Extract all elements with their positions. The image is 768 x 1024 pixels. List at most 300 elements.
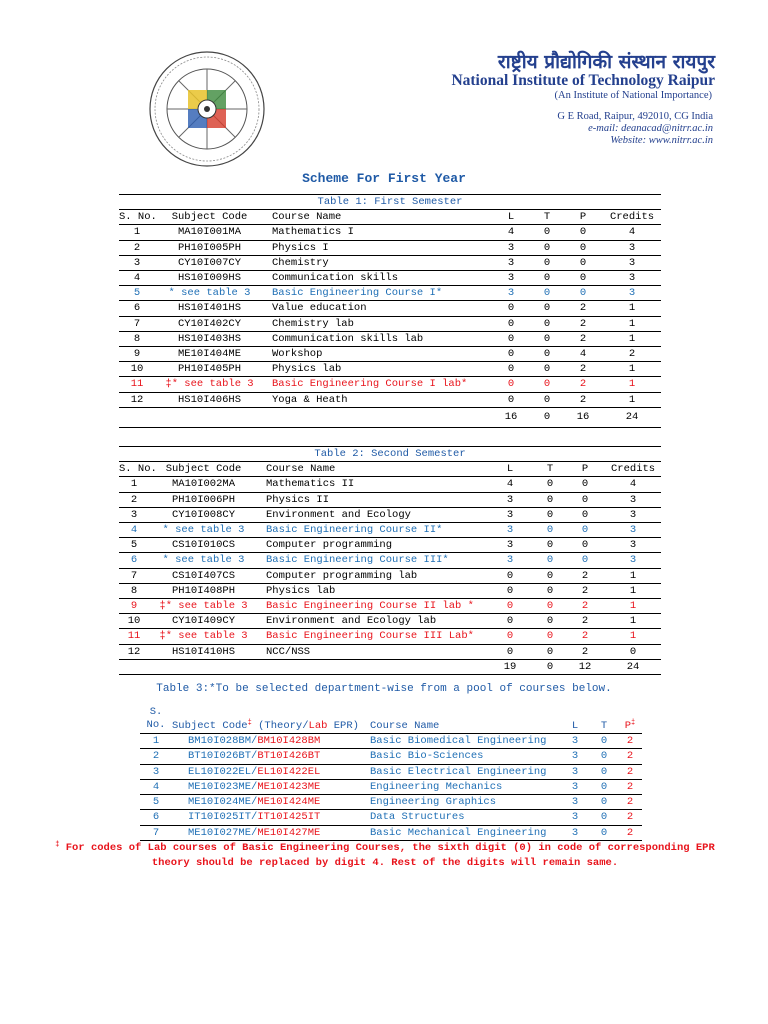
table-row	[140, 795, 642, 810]
table-row	[119, 568, 661, 583]
table-cell: 0	[485, 629, 535, 644]
table-cell: 2	[119, 492, 149, 507]
table-cell: Basic Electrical Engineering	[370, 764, 560, 779]
table-cell: Basic Engineering Course II*	[258, 523, 485, 538]
table-cell: 0	[491, 362, 531, 377]
table-cell: 3	[560, 764, 590, 779]
table-cell: 12	[119, 644, 149, 659]
table-cell: 0	[535, 477, 565, 492]
table-cell: 4	[605, 477, 661, 492]
theory-code: EL10I022EL/	[188, 765, 258, 778]
table-cell: 1	[119, 477, 149, 492]
table-cell: 9	[119, 599, 149, 614]
second-semester-table	[119, 446, 661, 675]
table-cell: Communication skills	[264, 271, 491, 286]
table-cell: 0	[565, 553, 605, 568]
table-cell: 24	[605, 659, 661, 674]
table-cell: 2	[563, 362, 603, 377]
table-cell: 8	[119, 583, 149, 598]
table-cell: 2	[618, 749, 642, 764]
column-header: Subject Code	[149, 462, 258, 477]
table-cell: Value education	[264, 301, 491, 316]
table-cell: ‡* see table 3	[149, 629, 258, 644]
table-cell: HS10I401HS	[155, 301, 264, 316]
table-cell: 2	[565, 644, 605, 659]
table-cell: CS10I407CS	[149, 568, 258, 583]
table-cell: 3	[560, 810, 590, 825]
column-header-sno	[140, 705, 172, 734]
column-header: T	[590, 705, 618, 734]
lab-code: BM10I428BM	[257, 735, 321, 747]
table-row	[119, 316, 661, 331]
table-row	[119, 225, 661, 240]
table-cell: Computer programming lab	[258, 568, 485, 583]
table-cell: 0	[590, 749, 618, 764]
table-row	[119, 538, 661, 553]
table-cell: 0	[531, 347, 563, 362]
column-header-code	[172, 705, 370, 734]
table-cell: Basic Biomedical Engineering	[370, 734, 560, 749]
table-cell: 3	[485, 523, 535, 538]
theory-code: ME10I024ME/	[188, 796, 258, 809]
table-cell: 3	[603, 255, 661, 270]
table-cell: Environment and Ecology lab	[258, 614, 485, 629]
table-cell: 3	[491, 255, 531, 270]
table-cell: MA10I001MA	[155, 225, 264, 240]
table-cell: 0	[531, 225, 563, 240]
table-cell: 2	[563, 301, 603, 316]
website[interactable]: Website: www.nitrr.ac.in	[610, 135, 713, 146]
table-cell: 4	[563, 347, 603, 362]
table-cell: 0	[535, 507, 565, 522]
column-header: Subject Code	[155, 210, 264, 225]
institute-name: National Institute of Technology Raipur	[451, 72, 715, 89]
table-cell: 3	[603, 271, 661, 286]
table-cell: 1	[603, 362, 661, 377]
table-cell: 0	[535, 599, 565, 614]
empty-cell	[119, 659, 485, 674]
table-cell: 2	[563, 316, 603, 331]
table-cell: 0	[491, 347, 531, 362]
table-cell: 3	[605, 523, 661, 538]
table-cell: Physics II	[258, 492, 485, 507]
lab-code: ME10I424ME	[257, 796, 321, 809]
table-cell: 0	[491, 316, 531, 331]
totals-row	[119, 659, 661, 674]
table-cell: HS10I403HS	[155, 331, 264, 346]
table-cell: 12	[565, 659, 605, 674]
table-cell: 4	[485, 477, 535, 492]
table-cell: Basic Engineering Course II lab *	[258, 599, 485, 614]
table-cell: 0	[485, 583, 535, 598]
column-header: Credits	[603, 210, 661, 225]
table-cell: 5	[140, 795, 172, 810]
table-cell: 3	[491, 271, 531, 286]
table-cell: Communication skills lab	[264, 331, 491, 346]
table-cell: 0	[531, 240, 563, 255]
table-cell: 0	[565, 507, 605, 522]
column-header: L	[485, 462, 535, 477]
column-header: Credits	[605, 462, 661, 477]
subject-code-cell	[172, 825, 370, 840]
table-cell: 1	[605, 568, 661, 583]
theory-code: BT10I026BT/	[188, 750, 258, 763]
table-cell: 0	[531, 407, 563, 427]
table-cell: 0	[590, 779, 618, 794]
table-cell: 7	[119, 316, 155, 331]
table-cell: CS10I010CS	[149, 538, 258, 553]
table-cell: * see table 3	[155, 286, 264, 301]
table-cell: 0	[565, 477, 605, 492]
email[interactable]: e-mail: deanacad@nitrr.ac.in	[588, 123, 713, 134]
column-header: Course Name	[258, 462, 485, 477]
subject-code-cell	[172, 795, 370, 810]
table-cell: 16	[491, 407, 531, 427]
table-row	[119, 507, 661, 522]
table-cell: 0	[535, 568, 565, 583]
table-cell: 11	[119, 377, 155, 392]
table-row	[140, 810, 642, 825]
table-cell: 3	[605, 553, 661, 568]
table-cell: Data Structures	[370, 810, 560, 825]
table-cell: 2	[119, 240, 155, 255]
table-cell: 0	[563, 271, 603, 286]
table-cell: 7	[119, 568, 149, 583]
table-cell: 0	[491, 331, 531, 346]
footnote-line: For codes of Lab courses of Basic Engineering Courses, the sixth digit (0) in code of corresponding EPR	[59, 842, 715, 854]
subject-code-cell	[172, 810, 370, 825]
table-cell: 0	[531, 331, 563, 346]
table-cell: 24	[603, 407, 661, 427]
table-cell: 0	[485, 614, 535, 629]
table-cell: 3	[491, 240, 531, 255]
table-cell: CY10I402CY	[155, 316, 264, 331]
table-cell: 9	[119, 347, 155, 362]
table-row	[119, 271, 661, 286]
subject-code-cell	[172, 734, 370, 749]
table-cell: 0	[531, 392, 563, 407]
column-header: Course Name	[370, 705, 560, 734]
table-cell: 2	[563, 392, 603, 407]
table-cell: 10	[119, 362, 155, 377]
table-cell: Physics I	[264, 240, 491, 255]
table-row	[140, 825, 642, 840]
table-cell: 0	[590, 764, 618, 779]
table-cell: 1	[603, 301, 661, 316]
table-cell: 1	[119, 225, 155, 240]
table-caption: Table 2: Second Semester	[119, 447, 661, 462]
table-cell: 2	[565, 614, 605, 629]
table-cell: 0	[535, 492, 565, 507]
column-header: L	[491, 210, 531, 225]
table-cell: 3	[485, 538, 535, 553]
table-cell: 0	[565, 523, 605, 538]
table-cell: 2	[618, 825, 642, 840]
column-header: T	[531, 210, 563, 225]
table-cell: 2	[565, 583, 605, 598]
table-cell: 0	[565, 492, 605, 507]
table-cell: 3	[485, 507, 535, 522]
table-cell: 1	[605, 599, 661, 614]
table-cell: 3	[560, 749, 590, 764]
table-cell: Chemistry	[264, 255, 491, 270]
address: G E Road, Raipur, 492010, CG India	[557, 111, 713, 122]
table-cell: 1	[603, 331, 661, 346]
table-cell: 4	[491, 225, 531, 240]
table-cell: 0	[491, 377, 531, 392]
table-cell: 3	[603, 240, 661, 255]
table-cell: Basic Engineering Course III*	[258, 553, 485, 568]
page-title: Scheme For First Year	[302, 171, 466, 186]
table-cell: 0	[531, 286, 563, 301]
table-cell: 1	[603, 377, 661, 392]
table-cell: 4	[140, 779, 172, 794]
table-cell: 0	[531, 377, 563, 392]
table-cell: 3	[491, 286, 531, 301]
table-row	[119, 301, 661, 316]
column-header: Course Name	[264, 210, 491, 225]
footnote	[40, 841, 730, 871]
table-cell: 0	[531, 271, 563, 286]
table-cell: 0	[563, 255, 603, 270]
table-cell: 0	[590, 734, 618, 749]
table-cell: 0	[531, 316, 563, 331]
table-cell: 2	[563, 331, 603, 346]
table-cell: Basic Engineering Course I*	[264, 286, 491, 301]
table-cell: ‡* see table 3	[155, 377, 264, 392]
table-cell: 3	[140, 764, 172, 779]
table-cell: NCC/NSS	[258, 644, 485, 659]
table-cell: 3	[485, 553, 535, 568]
table-cell: CY10I409CY	[149, 614, 258, 629]
table-cell: 2	[618, 795, 642, 810]
table-cell: 3	[560, 734, 590, 749]
header-text: S.	[149, 706, 163, 718]
header-text: No.	[146, 719, 166, 731]
table-cell: Chemistry lab	[264, 316, 491, 331]
table-cell: Mathematics I	[264, 225, 491, 240]
table-cell: 6	[119, 553, 149, 568]
table-cell: Physics lab	[264, 362, 491, 377]
table-cell: HS10I406HS	[155, 392, 264, 407]
footnote-mark: ‡	[55, 841, 60, 849]
table-cell: Workshop	[264, 347, 491, 362]
theory-code: ME10I023ME/	[188, 780, 258, 793]
header-text: Subject Code	[172, 719, 248, 732]
table-cell: PH10I408PH	[149, 583, 258, 598]
table-cell: 7	[140, 825, 172, 840]
subject-code-cell	[172, 764, 370, 779]
table-row	[119, 331, 661, 346]
table-cell: 10	[119, 614, 149, 629]
table-row	[119, 599, 661, 614]
table-cell: 2	[565, 568, 605, 583]
table-cell: 3	[605, 492, 661, 507]
lab-code: EL10I422EL	[257, 765, 321, 778]
table-cell: 3	[119, 255, 155, 270]
table-cell: 0	[590, 825, 618, 840]
table-row	[119, 377, 661, 392]
theory-code: BM10I028BM/	[188, 735, 258, 747]
table-cell: 0	[535, 523, 565, 538]
table-cell: Engineering Graphics	[370, 795, 560, 810]
table-cell: CY10I007CY	[155, 255, 264, 270]
empty-cell	[119, 407, 491, 427]
table-cell: Basic Engineering Course I lab*	[264, 377, 491, 392]
table-row	[119, 644, 661, 659]
table-row	[119, 240, 661, 255]
table-cell: 4	[119, 271, 155, 286]
column-header-p	[618, 705, 642, 734]
totals-row	[119, 407, 661, 427]
table-cell: 0	[563, 240, 603, 255]
table-cell: 0	[535, 553, 565, 568]
table-cell: 0	[563, 225, 603, 240]
column-header: P	[565, 462, 605, 477]
table-cell: 0	[531, 301, 563, 316]
table-cell: 2	[565, 629, 605, 644]
table-row	[140, 749, 642, 764]
table-cell: Yoga & Heath	[264, 392, 491, 407]
table-cell: 0	[535, 583, 565, 598]
table-cell: 4	[119, 523, 149, 538]
table-cell: 3	[603, 286, 661, 301]
table-row	[119, 392, 661, 407]
table-cell: 1	[140, 734, 172, 749]
table-cell: 4	[603, 225, 661, 240]
table-cell: ‡* see table 3	[149, 599, 258, 614]
table-row	[119, 629, 661, 644]
table-cell: 6	[119, 301, 155, 316]
table-cell: Computer programming	[258, 538, 485, 553]
table-cell: 0	[565, 538, 605, 553]
table-cell: 6	[140, 810, 172, 825]
table-cell: 2	[565, 599, 605, 614]
table-cell: 12	[119, 392, 155, 407]
theory-code: ME10I027ME/	[188, 826, 258, 839]
column-header: S. No.	[119, 211, 157, 224]
column-header: T	[535, 462, 565, 477]
table-caption: Table 3:*To be selected department-wise from a pool of courses below.	[156, 683, 612, 695]
table-cell: 0	[563, 286, 603, 301]
table-cell: 0	[491, 301, 531, 316]
table-cell: 5	[119, 538, 149, 553]
table-cell: HS10I410HS	[149, 644, 258, 659]
lab-code: BT10I426BT	[257, 750, 321, 763]
table-row	[119, 255, 661, 270]
table-cell: 2	[618, 810, 642, 825]
table-cell: 19	[485, 659, 535, 674]
table-cell: PH10I405PH	[155, 362, 264, 377]
table-cell: 0	[605, 644, 661, 659]
table-row	[119, 583, 661, 598]
table-cell: 0	[535, 614, 565, 629]
table-cell: 16	[563, 407, 603, 427]
table-cell: 0	[485, 599, 535, 614]
table-cell: 0	[535, 538, 565, 553]
table-cell: HS10I009HS	[155, 271, 264, 286]
table-cell: 3	[605, 538, 661, 553]
table-cell: 8	[119, 331, 155, 346]
institute-tagline: (An Institute of National Importance)	[554, 90, 712, 101]
table-cell: 0	[535, 644, 565, 659]
first-semester-table	[119, 194, 661, 428]
footnote-line: theory should be replaced by digit 4. Rest of the digits will remain same.	[151, 857, 619, 869]
table-cell: Mathematics II	[258, 477, 485, 492]
table-cell: 1	[603, 392, 661, 407]
table-cell: MA10I002MA	[149, 477, 258, 492]
table-cell: 3	[560, 795, 590, 810]
table-cell: Basic Bio-Sciences	[370, 749, 560, 764]
lab-code: ME10I427ME	[257, 826, 321, 839]
header-text: Lab	[308, 719, 328, 732]
table-cell: 0	[485, 568, 535, 583]
column-header: L	[560, 705, 590, 734]
table-cell: 5	[119, 286, 155, 301]
table-cell: 3	[560, 779, 590, 794]
table-cell: 0	[535, 659, 565, 674]
table-cell: 0	[531, 255, 563, 270]
institute-name-hindi: राष्ट्रीय प्रौद्योगिकी संस्थान रायपुर	[497, 51, 715, 73]
table-caption: Table 1: First Semester	[119, 195, 661, 210]
table-cell: 0	[590, 810, 618, 825]
table-row	[119, 286, 661, 301]
table-row	[119, 347, 661, 362]
table-cell: CY10I008CY	[149, 507, 258, 522]
lab-code: ME10I423ME	[257, 780, 321, 793]
table-cell: 2	[618, 779, 642, 794]
table-cell: Basic Mechanical Engineering	[370, 825, 560, 840]
table-cell: 3	[560, 825, 590, 840]
institute-logo	[148, 50, 266, 168]
table-cell: 2	[603, 347, 661, 362]
table-cell: 2	[563, 377, 603, 392]
table-cell: ME10I404ME	[155, 347, 264, 362]
table-cell: 11	[119, 629, 149, 644]
header-text: (Theory/	[251, 719, 309, 732]
subject-code-cell	[172, 749, 370, 764]
table-cell: 0	[531, 362, 563, 377]
footnote-mark: ‡	[247, 718, 252, 727]
table-cell: Environment and Ecology	[258, 507, 485, 522]
table-row	[119, 523, 661, 538]
table-row	[119, 614, 661, 629]
table-row	[119, 553, 661, 568]
table-cell: 2	[618, 764, 642, 779]
table-row	[140, 779, 642, 794]
header-text: P	[624, 719, 632, 732]
table-row	[140, 734, 642, 749]
table-cell: 0	[485, 644, 535, 659]
table-cell: PH10I005PH	[155, 240, 264, 255]
table-row	[140, 764, 642, 779]
table-cell: 3	[119, 507, 149, 522]
table-cell: 3	[605, 507, 661, 522]
table-cell: Physics lab	[258, 583, 485, 598]
table-row	[119, 492, 661, 507]
table-cell: * see table 3	[149, 553, 258, 568]
table-row	[119, 362, 661, 377]
column-header: P	[563, 210, 603, 225]
basic-engineering-pool-table	[140, 705, 642, 841]
table-cell: 1	[605, 583, 661, 598]
table-cell: Engineering Mechanics	[370, 779, 560, 794]
subject-code-cell	[172, 779, 370, 794]
table-cell: * see table 3	[149, 523, 258, 538]
table-row	[119, 477, 661, 492]
footnote-mark: ‡	[631, 718, 636, 727]
table-cell: PH10I006PH	[149, 492, 258, 507]
